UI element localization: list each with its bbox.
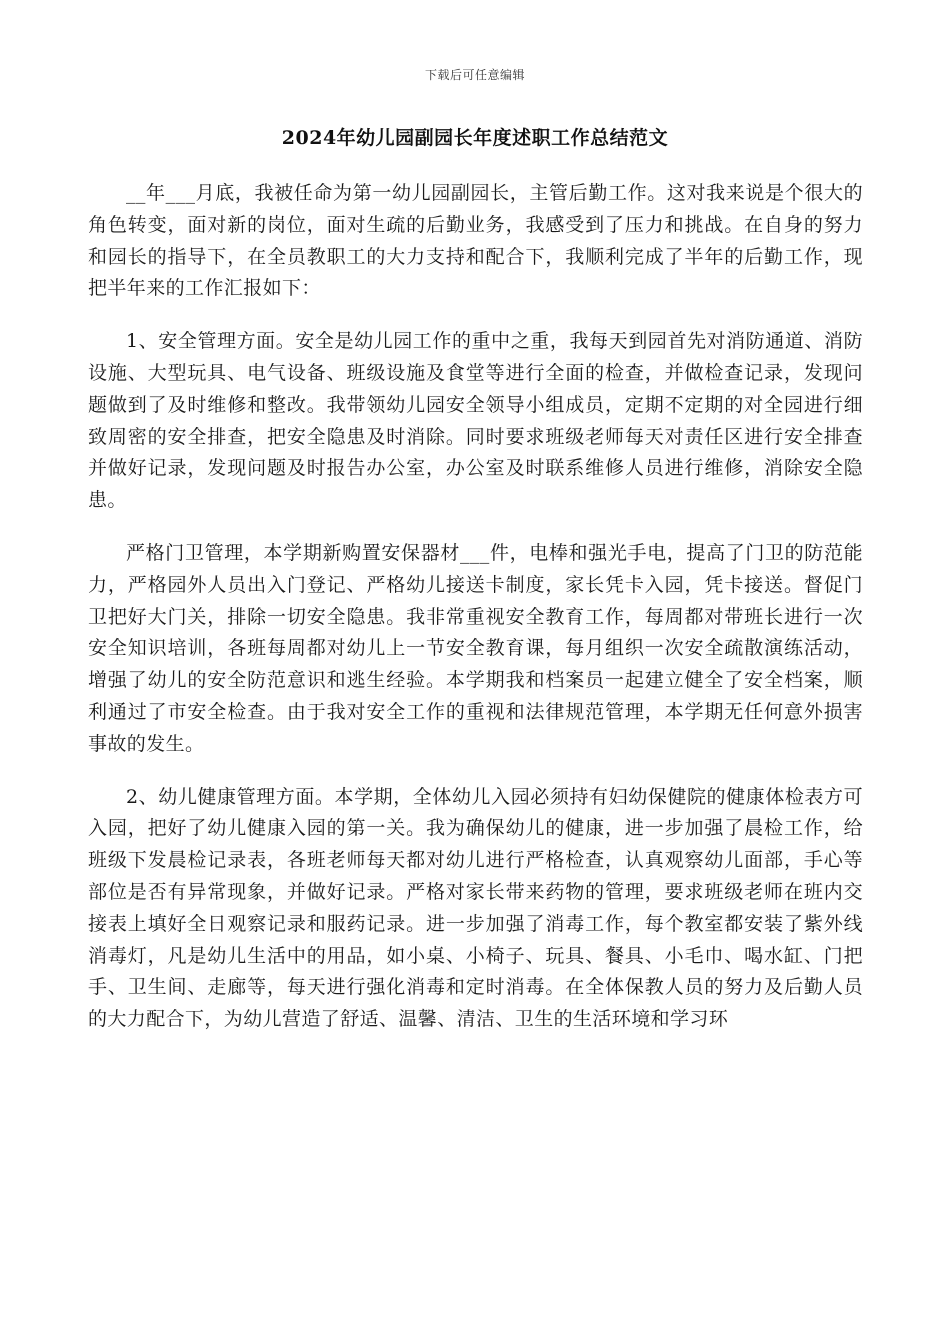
paragraph-gate-management: 严格门卫管理，本学期新购置安保器材___件，电棒和强光手电，提高了门卫的防范能力，严格园外人员出入门登记、严格幼儿接送卡制度，家长凭卡入园，凭卡接送。督促门卫把好大门关，排除一切安全隐患。我非常重视安全教育工作，每周都对带班长进行一次安全知识培训，各班每周都对幼儿上一节安全教育课，每月组织一次安全疏散演练活动，增强了幼儿的安全防范意识和逃生经验。本学期我和档案员一起建立健全了安全档案，顺利通过了市安全检查。由于我对安全工作的重视和法律规范管理，本学期无任何意外损害事故的发生。 bbox=[88, 541, 863, 755]
paragraph-intro: __年___月底，我被任命为第一幼儿园副园长，主管后勤工作。这对我来说是个很大的角色转变，面对新的岗位，面对生疏的后勤业务，我感受到了压力和挑战。在自身的努力和园长的指导下，在全员教职工的大力支持和配合下，我顺利完成了半年的后勤工作，现把半年来的工作汇报如下： bbox=[88, 182, 863, 300]
paragraph-health-management: 2、幼儿健康管理方面。本学期，全体幼儿入园必须持有妇幼保健院的健康体检表方可入园，把好了幼儿健康入园的第一关。我为确保幼儿的健康，进一步加强了晨检工作，给班级下发晨检记录表，各班老师每天都对幼儿进行严格检查，认真观察幼儿面部，手心等部位是否有异常现象，并做好记录。严格对家长带来药物的管理，要求班级老师在班内交接表上填好全日观察记录和服药记录。进一步加强了消毒工作，每个教室都安装了紫外线消毒灯，凡是幼儿生活中的用品，如小桌、小椅子、玩具、餐具、小毛巾、喝水缸、门把手、卫生间、走廊等，每天进行强化消毒和定时消毒。在全体保教人员的努力及后勤人员的大力配合下，为幼儿营造了舒适、温馨、清洁、卫生的生活环境和学习环 bbox=[88, 785, 863, 1031]
header-note: 下载后可任意编辑 bbox=[424, 68, 525, 82]
paragraph-safety-management: 1、安全管理方面。安全是幼儿园工作的重中之重，我每天到园首先对消防通道、消防设施、大型玩具、电气设备、班级设施及食堂等进行全面的检查，并做检查记录，发现问题做到了及时维修和整改。我带领幼儿园安全领导小组成员，定期不定期的对全园进行细致周密的安全排查，把安全隐患及时消除。同时要求班级老师每天对责任区进行安全排查并做好记录，发现问题及时报告办公室，办公室及时联系维修人员进行维修，消除安全隐患。 bbox=[88, 330, 863, 512]
document-body bbox=[88, 178, 863, 1057]
document-title: 2024年幼儿园副园长年度述职工作总结范文 bbox=[281, 127, 669, 149]
